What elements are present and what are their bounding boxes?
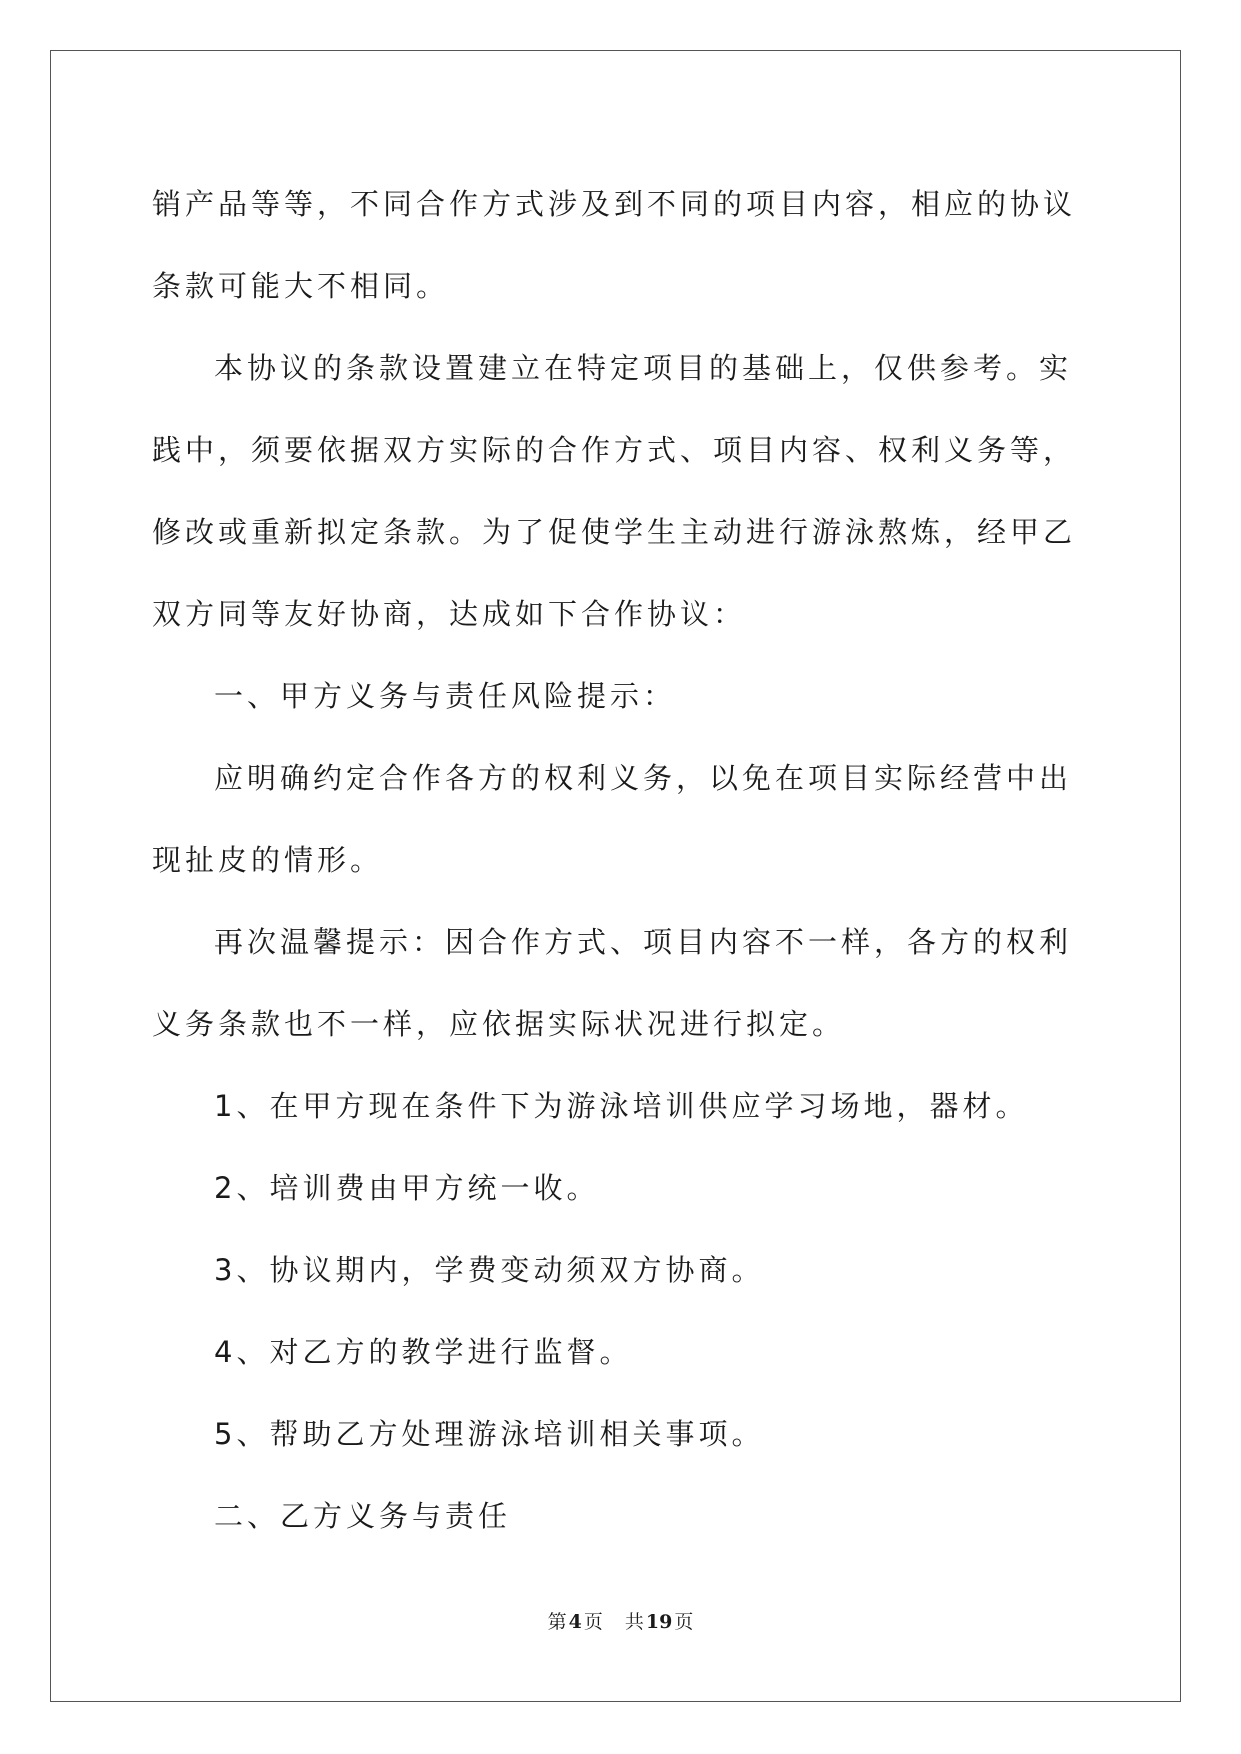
page-prefix: 第: [547, 1611, 567, 1633]
section-heading: 二、乙方义务与责任: [214, 1499, 512, 1533]
total-prefix: 共: [624, 1611, 644, 1633]
paragraph: 销产品等等，不同合作方式涉及到不同的项目内容，相应的协议条款可能大不相同。: [152, 187, 1077, 303]
document-body: [152, 163, 1092, 1557]
list-item: 5、帮助乙方处理游泳培训相关事项。: [214, 1417, 765, 1451]
page-suffix: 页: [583, 1611, 603, 1633]
page-footer: [0, 1607, 1241, 1634]
list-item: 4、对乙方的教学进行监督。: [214, 1335, 633, 1369]
total-pages: 19: [645, 1611, 673, 1633]
list-item: 1、在甲方现在条件下为游泳培训供应学习场地，器材。: [214, 1089, 1029, 1123]
page-number: 4: [568, 1611, 582, 1633]
section-heading: 一、甲方义务与责任风险提示：: [214, 679, 677, 713]
total-suffix: 页: [674, 1611, 694, 1633]
list-item: 2、培训费由甲方统一收。: [214, 1171, 600, 1205]
list-item: 3、协议期内，学费变动须双方协商。: [214, 1253, 765, 1287]
paragraph: 应明确约定合作各方的权利义务，以免在项目实际经营中出现扯皮的情形。: [152, 761, 1073, 877]
paragraph: 本协议的条款设置建立在特定项目的基础上，仅供参考。实践中，须要依据双方实际的合作方式、项目内容、权利义务等，修改或重新拟定条款。为了促使学生主动进行游泳熬炼，经甲乙双方同等友好协商，达成如下合作协议：: [152, 351, 1077, 631]
paragraph: 再次温馨提示：因合作方式、项目内容不一样，各方的权利义务条款也不一样，应依据实际状况进行拟定。: [152, 925, 1073, 1041]
